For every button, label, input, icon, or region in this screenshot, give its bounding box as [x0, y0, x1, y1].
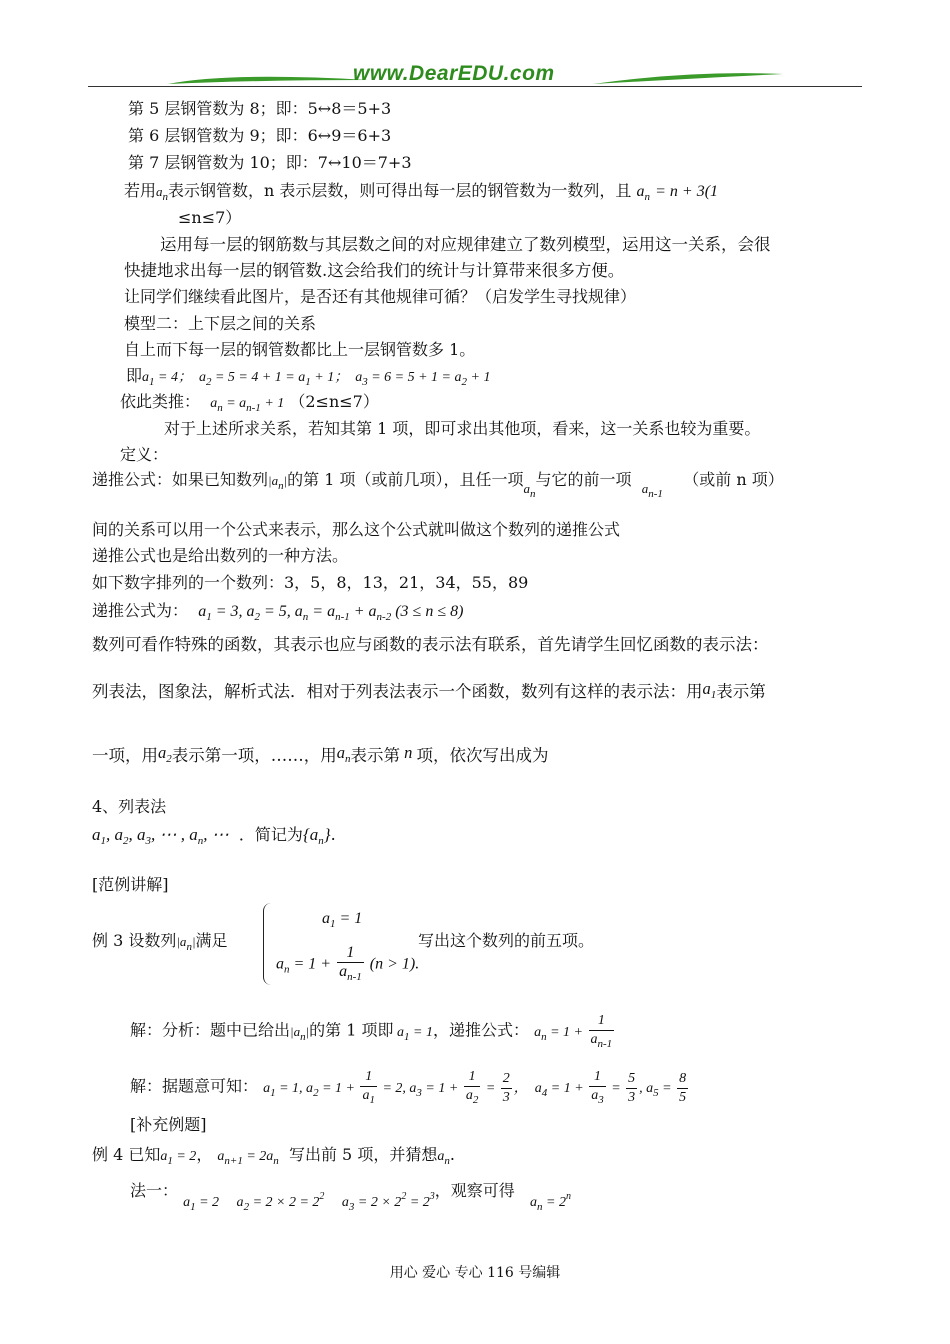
system-brace: [263, 903, 274, 985]
text-line: 递推公式也是给出数列的一种方法。: [92, 546, 349, 565]
text-line: 例 3 设数列$|a_n|$满足: [92, 931, 228, 953]
text-line: 定义：: [120, 445, 169, 464]
text-line: 数列可看作特殊的函数，其表示也应与函数的表示法有联系，首先请学生回忆函数的表示法：: [92, 635, 769, 654]
text-line: 解：据题意可知： $a_1 = 1$, $a_2 = 1$ + $\frac{1}{a_1}$ = 2, $a_3 = 1$ + $\frac{1}{a_2}$ = $\frac{2}{3}$ ， $a_4 = 1$ + $\frac{1}{a_3}$ = $\frac{5}{3}$ , $a_5$ = $\frac{8}{5}$: [130, 1069, 687, 1106]
page-footer: 用心 爱心 专心 116 号编辑: [389, 1265, 561, 1281]
text-line: $a_1$, $a_2$, $a_3$, ⋯ , $a_n$, ⋯ ．简记为$\{a_n\}$.: [92, 825, 336, 847]
formula: $a_n = 1$ + $\frac{1}{a_{n-1}}$ (n > 1).: [276, 944, 420, 983]
text-line: 例 4 已知$a_1 = 2$， $a_{n+1} = 2a_n$ 写出前 5 项，并猜想$a_n$.: [92, 1145, 455, 1167]
text-line: 一项，用$a_2$表示第一项，……，用$a_n$表示第 n 项，依次写出成为: [92, 743, 549, 765]
text-line: 运用每一层的钢筋数与其层数之间的对应规律建立了数列模型，运用这一关系，会很: [160, 235, 771, 254]
text-line: 依此类推： $a_n = a_{n-1} + 1$ （2≤n≤7）: [120, 392, 379, 414]
text-line: 递推公式为： $a_1 = 3$, $a_2 = 5$, $a_n = a_{n-1} + a_{n-2}$ (3 ≤ n ≤ 8): [92, 601, 464, 623]
text-line: 对于上述所求关系，若知其第 1 项，即可求出其他项，看来，这一关系也较为重要。: [164, 419, 761, 438]
text-line: 间的关系可以用一个公式来表示，那么这个公式就叫做这个数列的递推公式: [92, 520, 621, 539]
text-line: [补充例题]: [130, 1115, 207, 1134]
header-banner: [88, 60, 862, 90]
text-line: 自上而下每一层的钢管数都比上一层钢管数多 1。: [124, 340, 476, 359]
text-line: 若用$a_n$表示钢管数，n 表示层数，则可得出每一层的钢管数为一数列，且 $a_n = n + 3(1$: [124, 181, 719, 203]
text-line: 解：分析：题中已给出$|a_n|$的第 1 项即 $a_1 = 1$，递推公式： $a_n = 1$ + $\frac{1}{a_{n-1}}$: [130, 1013, 613, 1050]
text-line: 写出这个数列的前五项。: [418, 931, 595, 950]
text-line: 模型二：上下层之间的关系: [124, 314, 317, 333]
formula: $a_1 = 1$: [322, 910, 363, 930]
text-line: 快捷地求出每一层的钢管数.这会给我们的统计与计算带来很多方便。: [124, 261, 625, 280]
text-line: 如下数字排列的一个数列：3，5，8，13，21，34，55，89: [92, 573, 529, 592]
text-line: 法一： $a_1 = 2$ $a_2 = 2 \times 2 = 2^2$ $a_3 = 2 \times 2^2 = 2^3$，观察可得 $a_n = 2^n$: [130, 1181, 571, 1213]
right-swoosh-graphic: [593, 70, 783, 92]
site-logo[interactable]: www.DearEDU.com: [353, 62, 555, 85]
text-line: 第 7 层钢管数为 10；即：7↔10＝7+3: [128, 153, 412, 172]
text-line: 第 6 层钢管数为 9；即：6↔9＝6+3: [128, 126, 392, 145]
text-line: 列表法，图象法，解析式法．相对于列表法表示一个函数，数列有这样的表示法：用$a_1$表示第: [92, 679, 766, 701]
text-line: 递推公式：如果已知数列$|a_n|$的第 1 项（或前几项），且任一项$_{a_n}$与它的前一项 $_{a_{n-1}}$ （或前 n 项）: [92, 470, 784, 500]
left-swoosh-graphic: [168, 70, 368, 92]
header-rule: [88, 86, 862, 87]
text-line: 第 5 层钢管数为 8；即：5↔8＝5+3: [128, 99, 392, 118]
text-line: ≤n≤7）: [178, 208, 242, 227]
text-line: 让同学们继续看此图片，是否还有其他规律可循？（启发学生寻找规律）: [124, 287, 637, 306]
text-line: 即$a_1 = 4$； $a_2 = 5 = 4 + 1 = a_1 + 1$； $a_3 = 6 = 5 + 1 = a_2 + 1$: [126, 366, 491, 388]
text-line: 4、列表法: [92, 797, 167, 816]
text-line: [范例讲解]: [92, 875, 169, 894]
